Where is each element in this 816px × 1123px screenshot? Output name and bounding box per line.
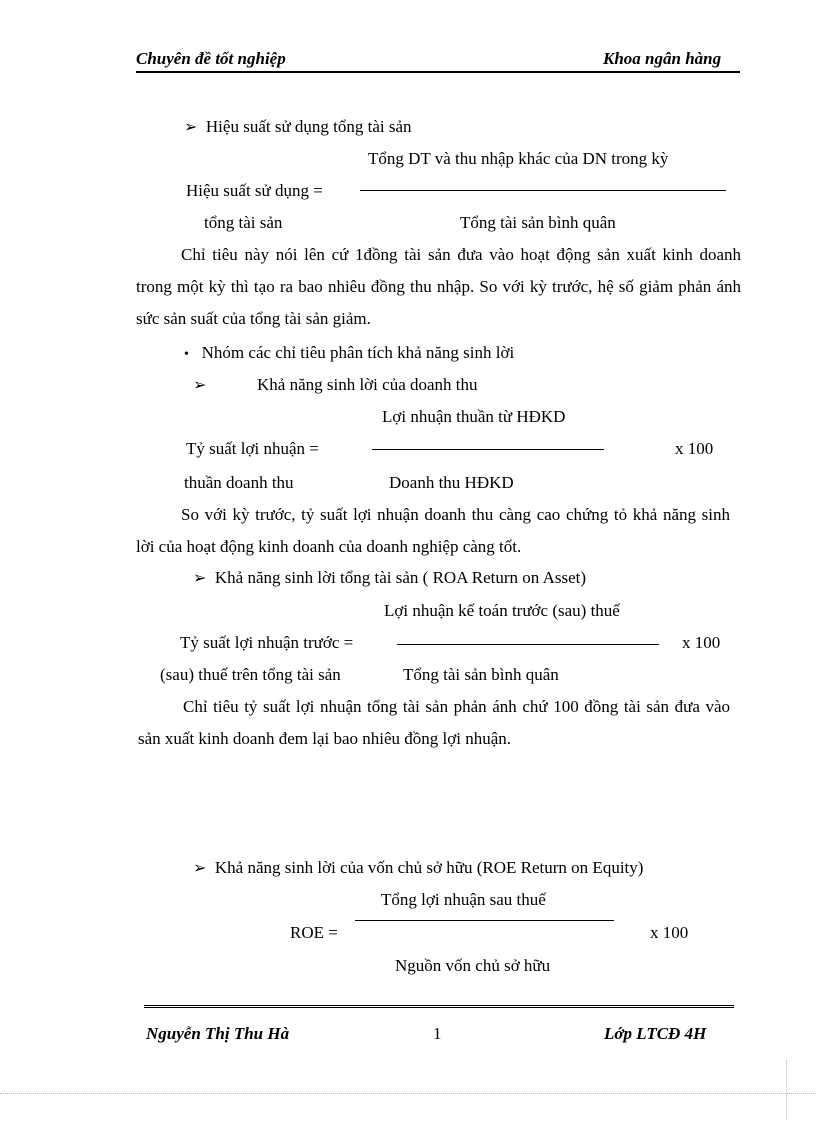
s1-heading: Hiệu suất sử dụng tổng tài sản xyxy=(205,117,412,136)
s5-denominator: Nguồn vốn chủ sở hữu xyxy=(395,956,551,975)
s1-fraction-bar xyxy=(360,190,726,191)
s5-numerator: Tổng lợi nhuận sau thuế xyxy=(381,890,546,909)
s4-denominator: Tổng tài sản bình quân xyxy=(403,665,559,684)
header-rule xyxy=(136,71,740,73)
s3-lhs-line1: Tỷ suất lợi nhuận = xyxy=(186,439,319,458)
arrow-bullet-icon: ➢ xyxy=(193,570,207,587)
s2-heading-line xyxy=(184,342,514,366)
s3-bullet xyxy=(193,374,206,397)
arrow-bullet-icon: ➢ xyxy=(184,119,198,136)
s4-heading: Khả năng sinh lời tổng tài sản ( ROA Return on Asset) xyxy=(214,568,587,587)
s3-heading: Khả năng sinh lời của doanh thu xyxy=(257,375,478,394)
s1-denominator: Tổng tài sản bình quân xyxy=(460,213,616,232)
s4-paragraph: Chỉ tiêu tỷ suất lợi nhuận tổng tài sản phản ánh chứ 100 đồng tài sản đưa vào sản xuất kinh doanh đem lại bao nhiêu đồng lợi nhuận. xyxy=(138,697,730,748)
s5-fraction-bar xyxy=(355,920,614,921)
s5-lhs: ROE = xyxy=(290,923,338,942)
s1-heading-line xyxy=(184,116,412,139)
s4-heading-line xyxy=(193,567,586,590)
s4-multiplier: x 100 xyxy=(682,633,721,652)
s3-multiplier: x 100 xyxy=(675,439,714,458)
s1-lhs-line2: tổng tài sản xyxy=(204,213,283,232)
s5-heading: Khả năng sinh lời của vốn chủ sở hữu (ROE Return on Equity) xyxy=(214,858,644,877)
page-number: 1 xyxy=(433,1024,442,1043)
s4-numerator: Lợi nhuận kế toán trước (sau) thuế xyxy=(384,601,620,620)
header-right: Khoa ngân hàng xyxy=(603,49,722,68)
s4-lhs-line1: Tỷ suất lợi nhuận trước = xyxy=(180,633,354,652)
s1-paragraph: Chỉ tiêu này nói lên cứ 1đồng tài sản đưa vào hoạt động sản xuất kinh doanh trong một kỳ thì tạo ra bao nhiêu đồng thu nhập. So với kỳ trước, hệ số giảm phản ánh sức sản suất của tổng tài sản giảm. xyxy=(136,245,741,328)
s1-numerator: Tổng DT và thu nhập khác của DN trong kỳ xyxy=(368,149,669,168)
header-left: Chuyên đề tốt nghiệp xyxy=(136,49,286,68)
footer-rule xyxy=(144,1005,734,1008)
s2-heading: Nhóm các chỉ tiêu phân tích khả năng sinh lời xyxy=(201,343,515,362)
s3-paragraph: So với kỳ trước, tỷ suất lợi nhuận doanh thu càng cao chứng tỏ khả năng sinh lời của hoạt động kinh doanh của doanh nghiệp càng tốt. xyxy=(136,505,730,556)
s3-fraction-bar xyxy=(372,449,604,450)
arrow-bullet-icon: ➢ xyxy=(193,377,207,394)
arrow-bullet-icon: ➢ xyxy=(193,860,207,877)
s4-lhs-line2: (sau) thuế trên tổng tài sản xyxy=(160,665,341,684)
dot-bullet-icon: • xyxy=(184,347,189,362)
s5-multiplier: x 100 xyxy=(650,923,689,942)
s4-fraction-bar xyxy=(397,644,659,645)
footer-author: Nguyễn Thị Thu Hà xyxy=(146,1024,290,1043)
page-edge-dots xyxy=(0,1093,816,1094)
page-corner-dots xyxy=(786,1060,787,1120)
s3-denominator: Doanh thu HĐKD xyxy=(389,473,514,492)
s1-lhs-line1: Hiệu suất sử dụng = xyxy=(186,181,323,200)
s3-numerator: Lợi nhuận thuần từ HĐKD xyxy=(382,407,566,426)
s5-heading-line xyxy=(193,857,643,880)
footer-class: Lớp LTCĐ 4H xyxy=(604,1024,707,1043)
s3-lhs-line2: thuần doanh thu xyxy=(184,473,294,492)
